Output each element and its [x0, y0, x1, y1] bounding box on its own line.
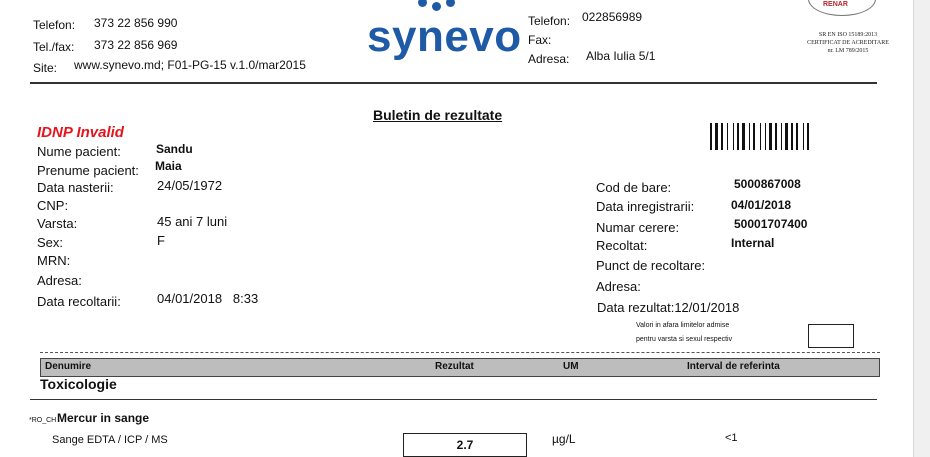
branch-fax-label: Fax: [528, 33, 552, 47]
accreditation-badge: RENAR [823, 1, 848, 8]
lab-site-value: www.synevo.md; F01-PG-15 v.1.0/mar2015 [74, 58, 306, 72]
header-divider [30, 82, 877, 84]
collection-date-label: Data recoltarii: [37, 294, 121, 309]
birthdate-label: Data nasterii: [37, 180, 114, 195]
accreditation-line1: SR EN ISO 15189:2013 [818, 32, 878, 38]
patient-name-label: Nume pacient: [37, 144, 121, 159]
mrn-label: MRN: [37, 253, 71, 268]
patient-name-value: Sandu [156, 142, 193, 156]
cnp-label: CNP: [37, 198, 69, 213]
lab-site-label: Site: [33, 61, 58, 75]
accreditation-seal [808, 0, 876, 16]
lab-telfax-label: Tel./fax: [33, 40, 75, 54]
synevo-logo: synevo [367, 12, 522, 61]
branch-phone-label: Telefon: [528, 14, 571, 28]
patient-firstname-label: Prenume pacient: [37, 163, 139, 178]
section-divider [30, 399, 877, 400]
registration-date-value: 04/01/2018 [731, 198, 792, 212]
table-header [40, 358, 880, 377]
sex-value: F [157, 233, 165, 248]
document-title: Buletin de rezultate [373, 107, 503, 123]
reference-range: <1 [725, 432, 738, 444]
lab-telfax-value: 373 22 856 969 [94, 38, 178, 52]
lab-phone-value: 373 22 856 990 [94, 16, 178, 30]
legend-line1: Valori in afara limitelor admise [636, 322, 730, 329]
age-label: Varsta: [37, 216, 78, 231]
result-value: 2.7 [403, 433, 527, 457]
request-number-label: Numar cerere: [596, 220, 680, 235]
test-code: *RO_CH [29, 417, 57, 424]
vertical-scrollbar[interactable] [913, 0, 930, 457]
section-title: Toxicologie [40, 376, 117, 392]
collection-point-label: Punct de recoltare: [596, 258, 706, 273]
patient-address-label: Adresa: [37, 273, 82, 288]
age-value: 45 ani 7 luni [157, 214, 228, 229]
accreditation-text [800, 31, 896, 55]
column-result: Rezultat [435, 361, 474, 372]
legend-swatch [808, 324, 854, 348]
sex-label: Sex: [37, 235, 64, 250]
barcode-value: 5000867008 [734, 177, 801, 191]
column-unit: UM [563, 361, 579, 372]
request-number-value: 50001707400 [734, 217, 808, 231]
result-date: Data rezultat:12/01/2018 [597, 300, 740, 315]
accreditation-line2: CERTIFICAT DE ACREDITARE [807, 40, 889, 46]
birthdate-value: 24/05/1972 [157, 178, 223, 193]
lab-phone-label: Telefon: [33, 18, 76, 32]
specimen-method: Sange EDTA / ICP / MS [52, 434, 168, 446]
accreditation-line3: nr. LM 789/2015 [827, 48, 869, 54]
branch-address-value: Alba Iulia 5/1 [586, 49, 656, 63]
test-name: Mercur in sange [57, 411, 150, 425]
barcode-label: Cod de bare: [596, 180, 672, 195]
order-address-label: Adresa: [596, 279, 641, 294]
column-reference: Interval de referinta [687, 361, 780, 372]
collected-label: Recoltat: [596, 238, 648, 253]
branch-phone-value: 022856989 [582, 10, 643, 24]
collected-value: Internal [731, 236, 775, 250]
legend-line2: pentru varsta si sexul respectiv [636, 336, 733, 343]
dotted-divider [40, 352, 880, 353]
registration-date-label: Data inregistrarii: [596, 199, 695, 214]
idnp-warning: IDNP Invalid [37, 124, 124, 141]
collection-date-value: 04/01/2018 8:33 [157, 291, 259, 306]
barcode-icon [710, 123, 820, 150]
branch-address-label: Adresa: [528, 52, 570, 66]
patient-firstname-value: Maia [155, 159, 182, 173]
column-name: Denumire [45, 361, 92, 372]
result-unit: µg/L [552, 432, 576, 446]
